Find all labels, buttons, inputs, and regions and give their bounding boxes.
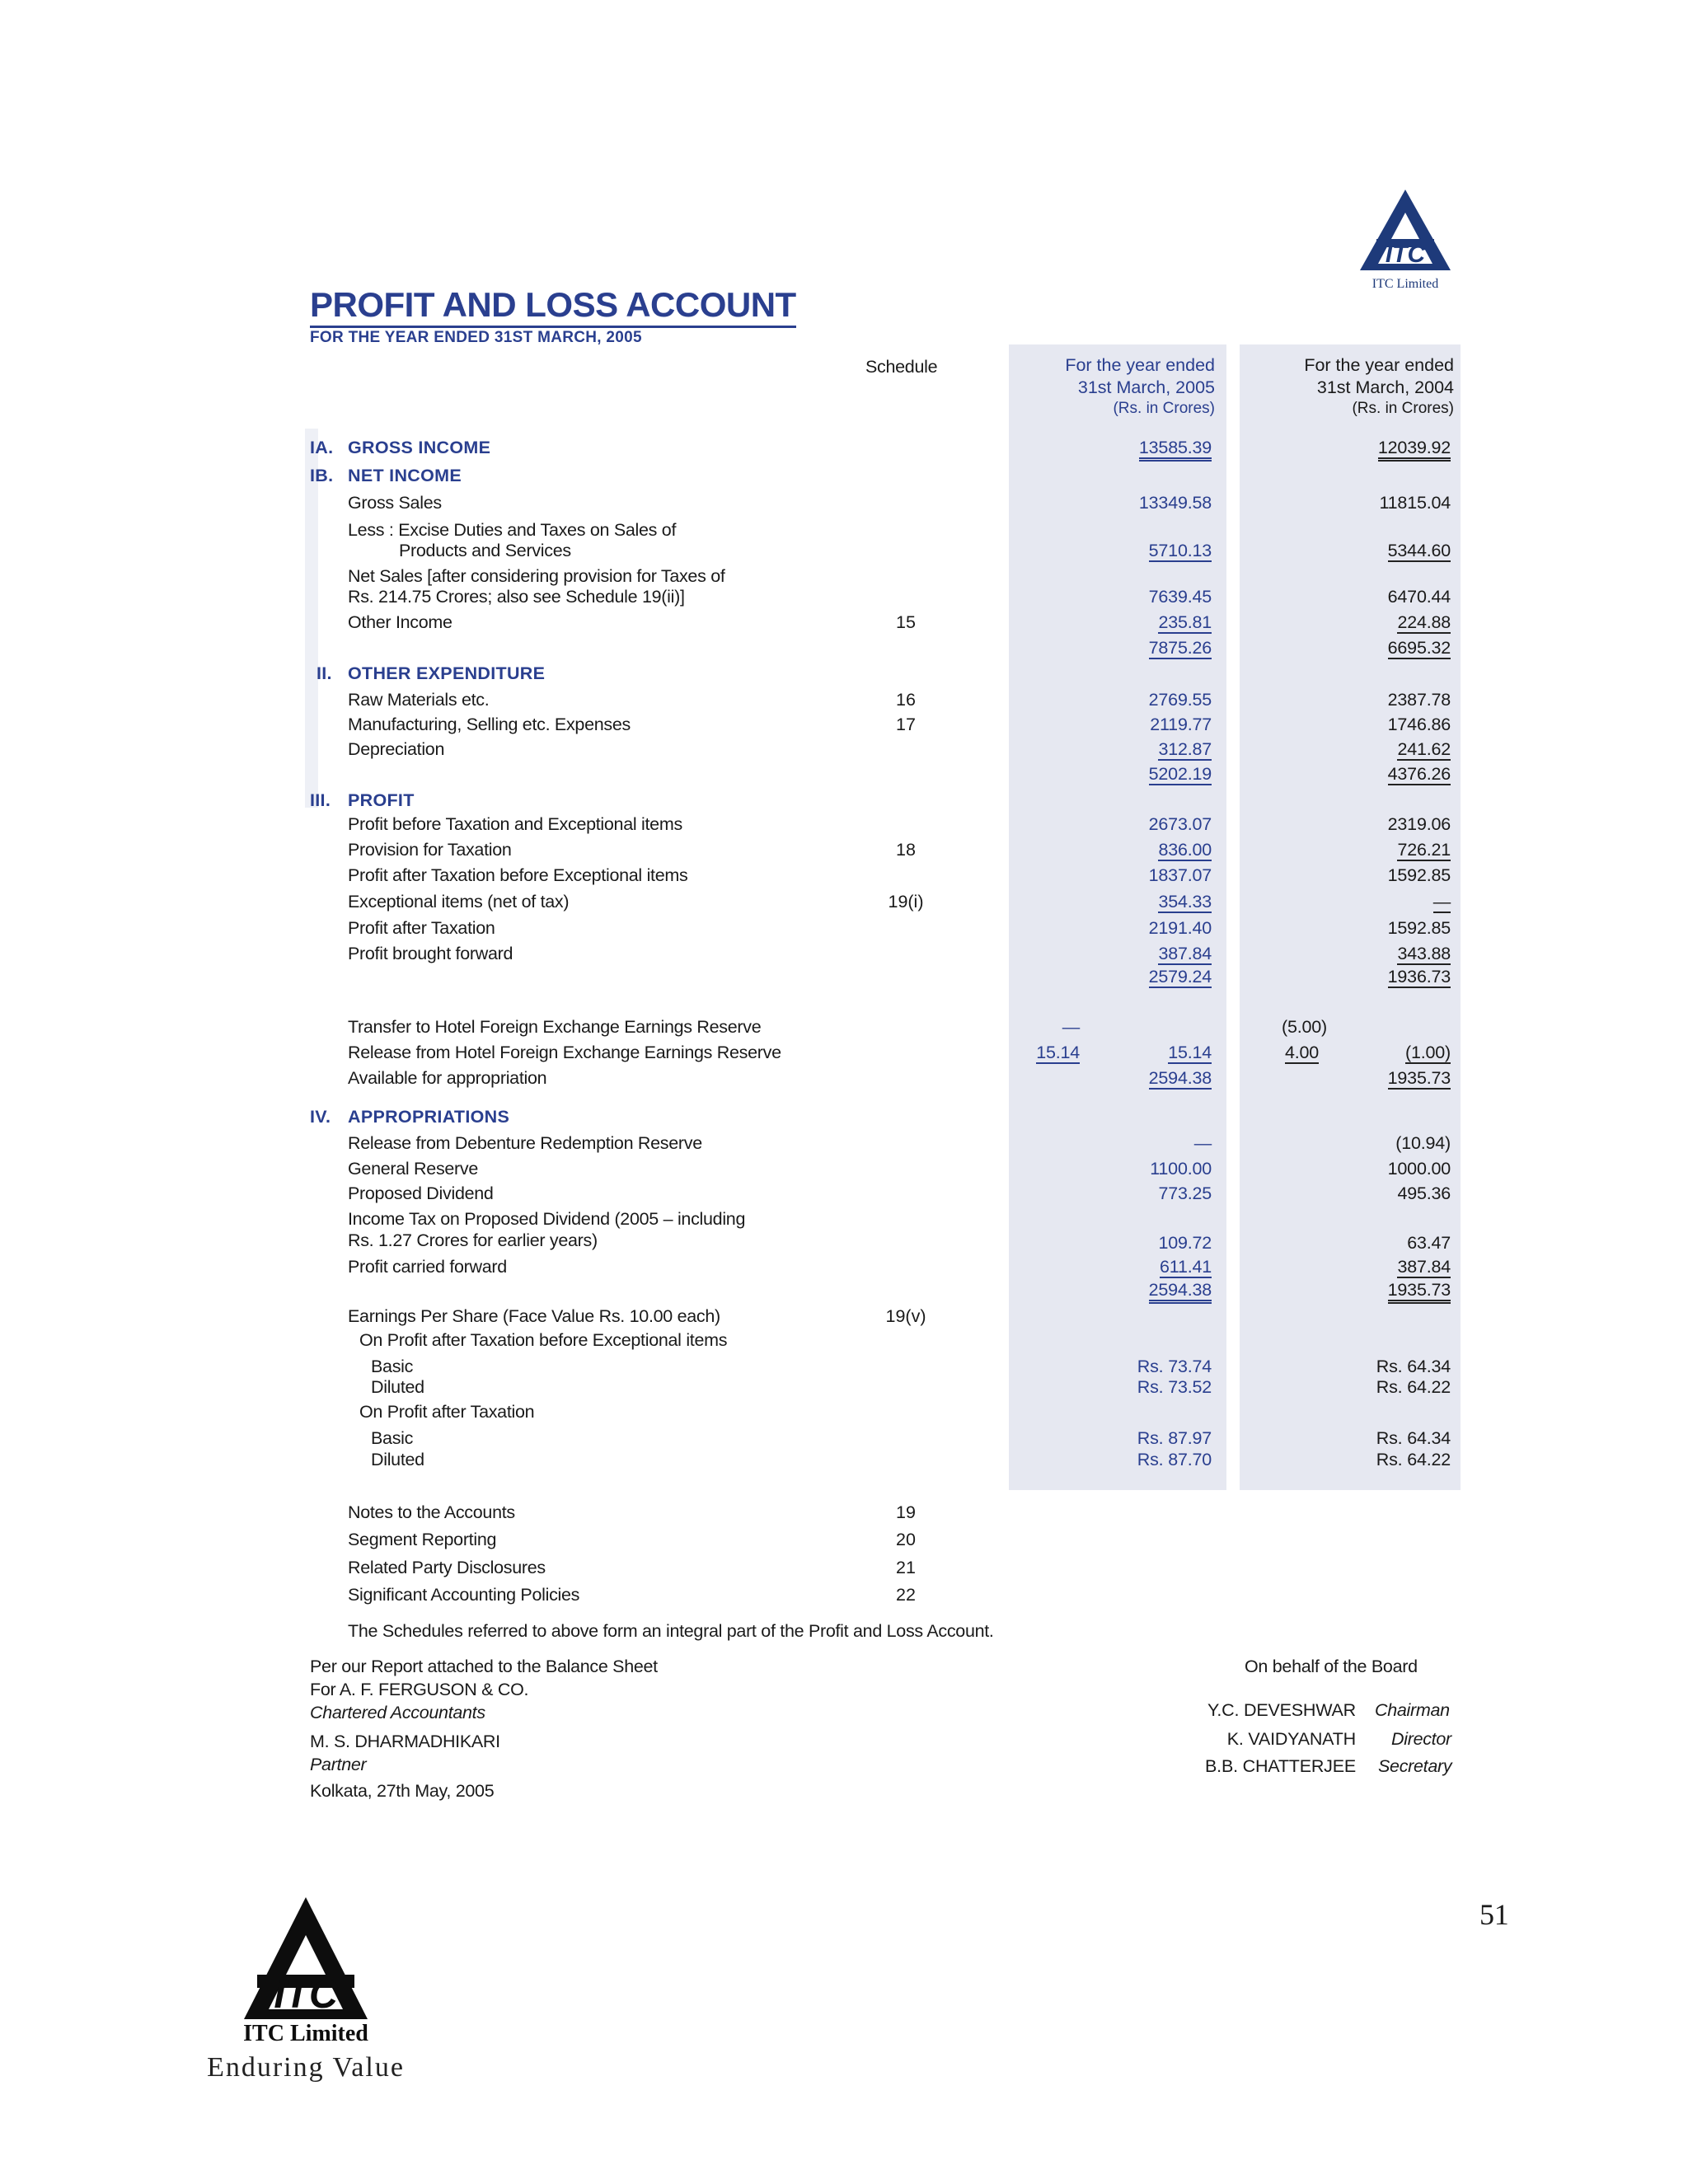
board-member-3-name: B.B. CHATTERJEE	[1205, 1756, 1356, 1776]
col-header-2005	[1009, 354, 1215, 419]
profit-brought-forward-2005: 387.84	[1158, 944, 1212, 963]
transfer-hotel-reserve-label: Transfer to Hotel Foreign Exchange Earnings Reserve	[348, 1017, 762, 1037]
expenditure-total-2005: 5202.19	[1148, 764, 1212, 784]
profit-brought-forward-label: Profit brought forward	[348, 944, 513, 963]
other-income-label: Other Income	[348, 612, 452, 632]
available-appropriation-label: Available for appropriation	[348, 1068, 547, 1088]
gross-income-2005: 13585.39	[1121, 437, 1212, 458]
manufacturing-2004: 1746.86	[1387, 715, 1451, 734]
itc-logo-icon	[1352, 188, 1459, 279]
board-member-1-name: Y.C. DEVESHWAR	[1207, 1700, 1356, 1720]
board-member-3-role: Secretary	[1378, 1756, 1452, 1776]
profit-carried-forward-2005: 611.41	[1160, 1257, 1212, 1277]
provision-schedule: 18	[896, 840, 916, 860]
proposed-dividend-label: Proposed Dividend	[348, 1183, 494, 1203]
exceptional-2004: —	[1432, 892, 1451, 912]
raw-materials-schedule: 16	[896, 690, 916, 710]
eps-before-exceptional-label: On Profit after Taxation before Exceptional items	[359, 1330, 728, 1350]
income-tax-dividend-2004: 63.47	[1407, 1233, 1451, 1253]
eps-schedule: 19(v)	[885, 1306, 926, 1326]
release-hotel-reserve-2004: (1.00)	[1405, 1043, 1451, 1062]
pat-label: Profit after Taxation	[348, 918, 495, 938]
other-income-2005: 235.81	[1158, 612, 1212, 632]
page-number: 51	[1479, 1898, 1509, 1931]
note-accounts-label: Notes to the Accounts	[348, 1502, 515, 1522]
pat-before-exceptional-2004: 1592.85	[1387, 865, 1451, 885]
auditor-partner-title: Partner	[310, 1755, 367, 1774]
provision-label: Provision for Taxation	[348, 840, 512, 860]
footer-company-name: ITC Limited	[243, 2021, 368, 2046]
eps-diluted-b-label: Diluted	[371, 1450, 424, 1469]
note-segment-schedule: 20	[896, 1530, 916, 1549]
auditor-place-date: Kolkata, 27th May, 2005	[310, 1781, 495, 1801]
eps-diluted-a-label: Diluted	[371, 1377, 424, 1397]
board-member-2-role: Director	[1391, 1729, 1451, 1749]
subtotal-1-2004: 1936.73	[1387, 967, 1451, 987]
note-related-party-label: Related Party Disclosures	[348, 1558, 546, 1577]
debenture-reserve-label: Release from Debenture Redemption Reserve	[348, 1133, 702, 1153]
income-tax-dividend-2005: 109.72	[1158, 1233, 1212, 1253]
section-ib-title: NET INCOME	[348, 466, 462, 485]
net-income-total-2005: 7875.26	[1148, 638, 1212, 658]
manufacturing-schedule: 17	[896, 715, 916, 734]
board-heading: On behalf of the Board	[1245, 1657, 1418, 1676]
col-header-2004	[1240, 354, 1454, 419]
schedule-header: Schedule	[865, 357, 938, 377]
exceptional-2005: 354.33	[1158, 892, 1212, 912]
less-excise-label-2: Products and Services	[399, 541, 571, 560]
transfer-hotel-reserve-2004-inner: (5.00)	[1282, 1017, 1327, 1037]
svg-text:ITC: ITC	[274, 1973, 338, 2017]
depreciation-label: Depreciation	[348, 739, 445, 759]
eps-diluted-b-2004: Rs. 64.22	[1376, 1450, 1451, 1469]
release-hotel-reserve-2004-inner: 4.00	[1284, 1043, 1319, 1062]
col-header-2005-line2: 31st March, 2005	[1077, 377, 1215, 397]
auditor-line-2: For A. F. FERGUSON & CO.	[310, 1680, 529, 1699]
col-header-2004-line3: (Rs. in Crores)	[1352, 400, 1454, 417]
net-sales-2004: 6470.44	[1387, 587, 1451, 607]
available-appropriation-2005: 2594.38	[1148, 1068, 1212, 1088]
pbt-label: Profit before Taxation and Exceptional items	[348, 814, 682, 834]
note-accounts-schedule: 19	[896, 1502, 916, 1522]
gross-sales-label: Gross Sales	[348, 493, 442, 513]
proposed-dividend-2005: 773.25	[1158, 1183, 1212, 1203]
auditor-line-1: Per our Report attached to the Balance Sheet	[310, 1657, 658, 1676]
net-sales-label-2: Rs. 214.75 Crores; also see Schedule 19(ii)]	[348, 587, 685, 607]
eps-basic-a-label: Basic	[371, 1357, 414, 1376]
release-hotel-reserve-2005: 15.14	[1168, 1043, 1212, 1062]
general-reserve-2005: 1100.00	[1150, 1159, 1212, 1179]
provision-2004: 726.21	[1397, 840, 1451, 860]
section-iv-label: IV.	[310, 1107, 331, 1127]
page-title: PROFIT AND LOSS ACCOUNT	[310, 284, 796, 328]
eps-basic-a-2005: Rs. 73.74	[1137, 1357, 1212, 1376]
depreciation-2005: 312.87	[1158, 739, 1212, 759]
pbt-2005: 2673.07	[1148, 814, 1212, 834]
available-appropriation-2004: 1935.73	[1387, 1068, 1451, 1088]
board-member-1-role: Chairman	[1375, 1700, 1450, 1720]
note-policies-schedule: 22	[896, 1585, 916, 1605]
col-header-2004-line2: 31st March, 2004	[1316, 377, 1454, 397]
pat-2005: 2191.40	[1148, 918, 1212, 938]
note-segment-label: Segment Reporting	[348, 1530, 497, 1549]
gross-income-2004: 12039.92	[1352, 437, 1451, 458]
general-reserve-label: General Reserve	[348, 1159, 479, 1179]
depreciation-2004: 241.62	[1397, 739, 1451, 759]
subtotal-1-2005: 2579.24	[1148, 967, 1212, 987]
col-header-2004-line1: For the year ended	[1304, 355, 1454, 375]
income-tax-dividend-label-2: Rs. 1.27 Crores for earlier years)	[348, 1230, 598, 1250]
note-policies-label: Significant Accounting Policies	[348, 1585, 580, 1605]
board-member-2-name: K. VAIDYANATH	[1226, 1729, 1356, 1749]
eps-after-tax-label: On Profit after Taxation	[359, 1402, 535, 1422]
eps-diluted-a-2004: Rs. 64.22	[1376, 1377, 1451, 1397]
footer-tagline: Enduring Value	[207, 2052, 405, 2083]
debenture-reserve-2005: —	[1193, 1133, 1212, 1153]
auditor-partner-name: M. S. DHARMADHIKARI	[310, 1732, 500, 1751]
profit-carried-forward-label: Profit carried forward	[348, 1257, 507, 1277]
eps-basic-b-label: Basic	[371, 1428, 414, 1448]
release-hotel-reserve-label: Release from Hotel Foreign Exchange Earnings Reserve	[348, 1043, 781, 1062]
section-iv-title: APPROPRIATIONS	[348, 1107, 510, 1127]
manufacturing-label: Manufacturing, Selling etc. Expenses	[348, 715, 631, 734]
other-income-2004: 224.88	[1397, 612, 1451, 632]
gross-sales-2004: 11815.04	[1379, 493, 1451, 513]
section-iii-title: PROFIT	[348, 790, 415, 810]
other-income-schedule: 15	[896, 612, 916, 632]
section-iii-label: III.	[310, 790, 331, 810]
section-ia-title: GROSS INCOME	[348, 438, 491, 457]
itc-logo-caption: ITC Limited	[1372, 277, 1439, 291]
profit-carried-forward-2004: 387.84	[1397, 1257, 1451, 1277]
proposed-dividend-2004: 495.36	[1397, 1183, 1451, 1203]
section-ia-label: IA.	[310, 438, 334, 457]
exceptional-schedule: 19(i)	[888, 892, 924, 912]
itc-logo-footer	[203, 1896, 409, 2093]
raw-materials-label: Raw Materials etc.	[348, 690, 490, 710]
eps-diluted-a-2005: Rs. 73.52	[1137, 1377, 1212, 1397]
pat-before-exceptional-label: Profit after Taxation before Exceptional items	[348, 865, 688, 885]
net-income-total-2004: 6695.32	[1387, 638, 1451, 658]
provision-2005: 836.00	[1158, 840, 1212, 860]
itc-logo-icon	[203, 1896, 409, 2036]
svg-text:ITC: ITC	[1385, 241, 1426, 268]
auditor-line-3: Chartered Accountants	[310, 1703, 485, 1722]
manufacturing-2005: 2119.77	[1150, 715, 1212, 734]
pbt-2004: 2319.06	[1387, 814, 1451, 834]
note-related-party-schedule: 21	[896, 1558, 916, 1577]
pat-2004: 1592.85	[1387, 918, 1451, 938]
net-sales-2005: 7639.45	[1148, 587, 1212, 607]
release-hotel-reserve-2005-inner: 15.14	[1036, 1043, 1080, 1062]
section-ib-label: IB.	[310, 466, 334, 485]
income-tax-dividend-label-1: Income Tax on Proposed Dividend (2005 – including	[348, 1209, 746, 1229]
col-header-2005-line1: For the year ended	[1065, 355, 1215, 375]
general-reserve-2004: 1000.00	[1387, 1159, 1451, 1179]
eps-label: Earnings Per Share (Face Value Rs. 10.00 each)	[348, 1306, 720, 1326]
pat-before-exceptional-2005: 1837.07	[1148, 865, 1212, 885]
transfer-hotel-reserve-2005-inner: —	[1062, 1017, 1080, 1037]
subtotal-2-2005: 2594.38	[1121, 1279, 1212, 1301]
page-subtitle: FOR THE YEAR ENDED 31ST MARCH, 2005	[310, 329, 642, 346]
subtotal-2-2004: 1935.73	[1352, 1279, 1451, 1301]
expenditure-total-2004: 4376.26	[1387, 764, 1451, 784]
debenture-reserve-2004: (10.94)	[1395, 1133, 1451, 1153]
gross-sales-2005: 13349.58	[1138, 493, 1212, 513]
net-sales-label-1: Net Sales [after considering provision for Taxes of	[348, 566, 725, 586]
raw-materials-2005: 2769.55	[1148, 690, 1212, 710]
section-ii-label: II.	[316, 663, 332, 683]
itc-logo-top	[1352, 188, 1459, 295]
eps-basic-b-2005: Rs. 87.97	[1137, 1428, 1212, 1448]
eps-diluted-b-2005: Rs. 87.70	[1137, 1450, 1212, 1469]
raw-materials-2004: 2387.78	[1387, 690, 1451, 710]
exceptional-label: Exceptional items (net of tax)	[348, 892, 570, 912]
eps-basic-b-2004: Rs. 64.34	[1376, 1428, 1451, 1448]
profit-brought-forward-2004: 343.88	[1397, 944, 1451, 963]
col-header-2005-line3: (Rs. in Crores)	[1113, 400, 1215, 417]
section-ii-title: OTHER EXPENDITURE	[348, 663, 546, 683]
schedules-note: The Schedules referred to above form an integral part of the Profit and Loss Account.	[348, 1621, 994, 1641]
less-excise-2004: 5344.60	[1387, 541, 1451, 560]
eps-basic-a-2004: Rs. 64.34	[1376, 1357, 1451, 1376]
less-excise-label-1: Less : Excise Duties and Taxes on Sales of	[348, 520, 677, 540]
less-excise-2005: 5710.13	[1148, 541, 1212, 560]
